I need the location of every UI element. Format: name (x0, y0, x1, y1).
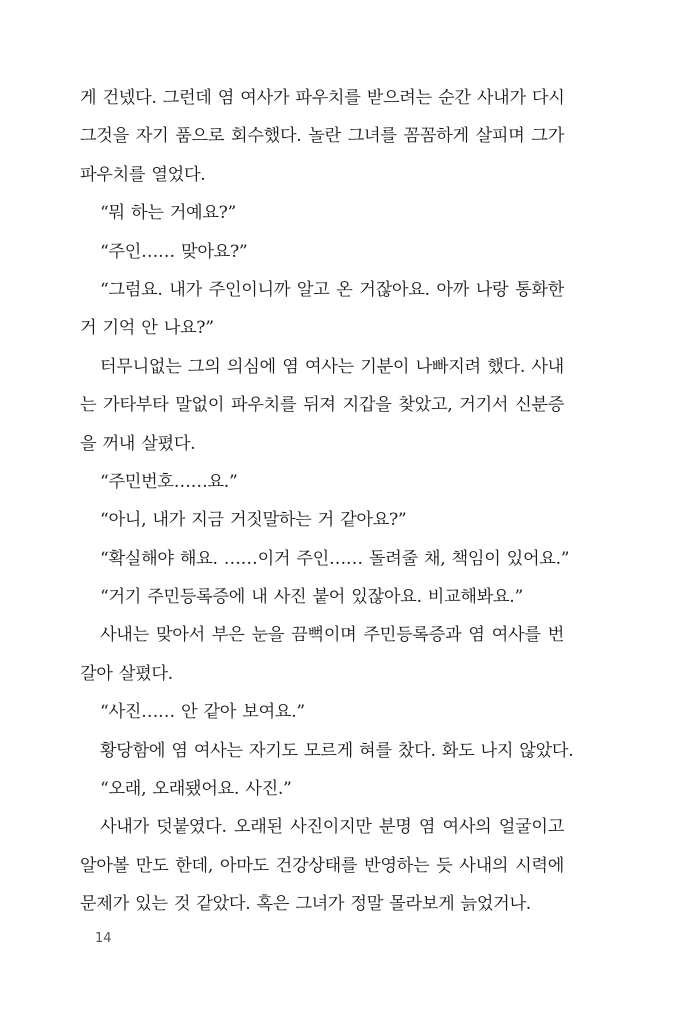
text-line: 알아볼 만도 한데, 아마도 건강상태를 반영하는 듯 사내의 시력에 (80, 855, 564, 876)
text-line: 을 꺼내 살폈다. (80, 433, 196, 454)
text-line: 는 가타부타 말없이 파우치를 뒤져 지갑을 찾았고, 거기서 신분증 (80, 395, 564, 416)
text-line: “오래, 오래됐어요. 사진.” (100, 779, 292, 800)
text-line: 그것을 자기 품으로 회수했다. 놀란 그녀를 꼼꼼하게 살피며 그가 (80, 126, 564, 147)
text-line: 황당함에 염 여사는 자기도 모르게 혀를 찼다. 화도 나지 않았다. (100, 740, 574, 761)
text-line: 문제가 있는 것 같았다. 혹은 그녀가 정말 몰라보게 늙었거나. (80, 894, 531, 915)
text-line: “뭐 하는 거예요?” (100, 203, 237, 224)
text-line: 터무니없는 그의 의심에 염 여사는 기분이 나빠지려 했다. 사내 (100, 356, 564, 377)
text-line: “주민번호……요.” (100, 471, 238, 492)
text-line: 사내가 덧붙였다. 오래된 사진이지만 분명 염 여사의 얼굴이고 (100, 817, 564, 838)
text-line: “거기 주민등록증에 내 사진 붙어 있잖아요. 비교해봐요.” (100, 587, 523, 608)
text-line: “사진…… 안 같아 보여요.” (100, 702, 305, 723)
text-line: “확실해야 해요. ……이거 주인…… 돌려줄 채, 책임이 있어요.” (100, 548, 570, 569)
text-line: “그럼요. 내가 주인이니까 알고 온 거잖아요. 아까 나랑 통화한 (100, 279, 564, 300)
text-line: 거 기억 안 나요?” (80, 318, 214, 339)
text-line: 파우치를 열었다. (80, 164, 206, 185)
body-text (80, 79, 574, 924)
page-number: 14 (95, 931, 112, 946)
text-line: 사내는 맞아서 부은 눈을 끔뻑이며 주민등록증과 염 여사를 번 (100, 625, 564, 646)
text-line: 갈아 살폈다. (80, 663, 173, 684)
text-line: “아니, 내가 지금 거짓말하는 거 같아요?” (100, 510, 407, 531)
text-line: 게 건넸다. 그런데 염 여사가 파우치를 받으려는 순간 사내가 다시 (80, 88, 565, 108)
text-line: “주인…… 맞아요?” (100, 241, 248, 262)
